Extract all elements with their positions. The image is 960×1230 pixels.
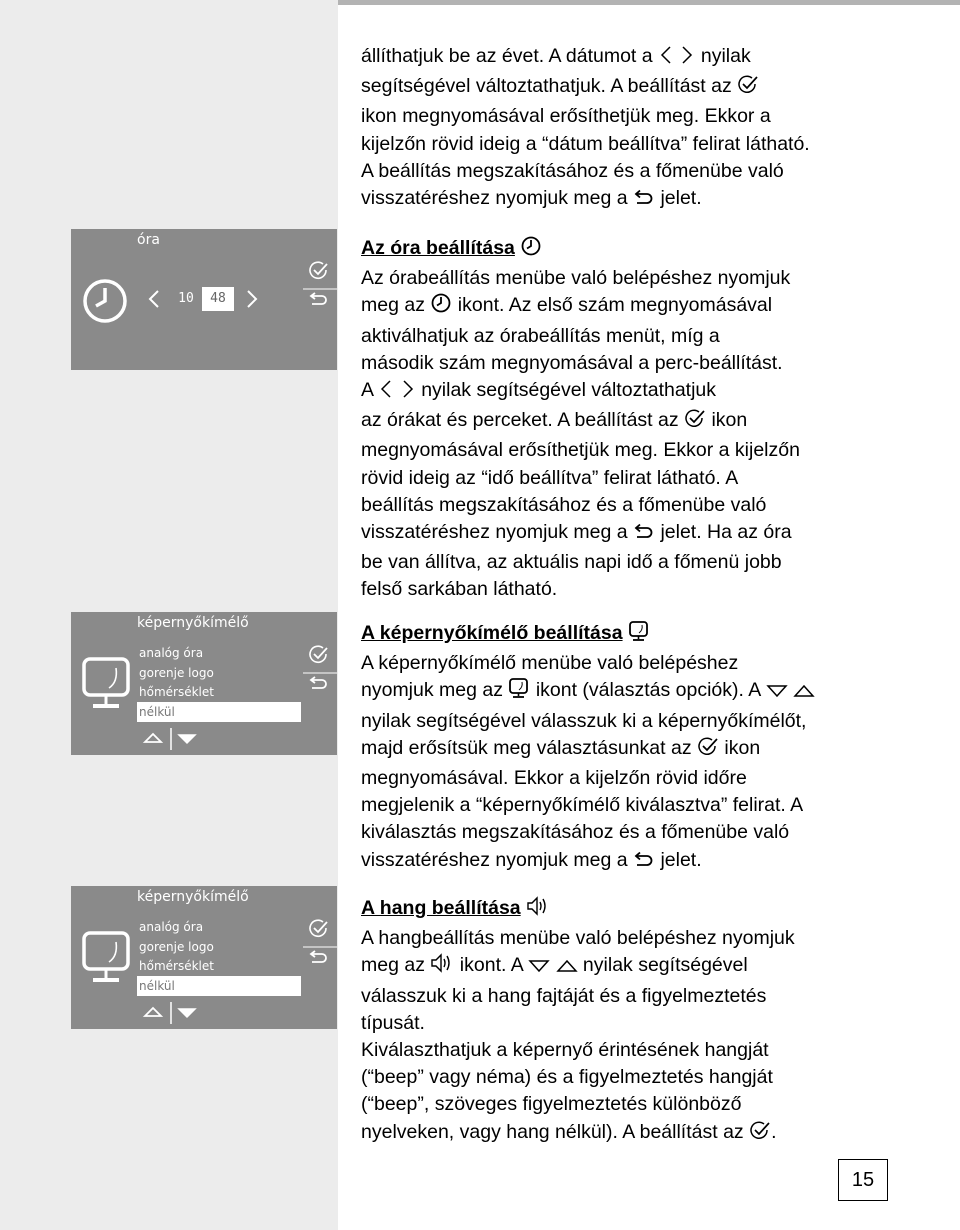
text-line bbox=[361, 158, 951, 185]
clock-icon bbox=[81, 277, 129, 325]
text-run: nyilak segítségével bbox=[577, 954, 748, 977]
up-arrow-icon bbox=[793, 680, 815, 707]
text-line bbox=[361, 765, 951, 792]
option-analog-clock[interactable]: analóg óra bbox=[139, 920, 204, 934]
text-run: visszatéréshez nyomjuk meg a bbox=[361, 187, 634, 210]
text-run: nyelveken, vagy hang nélkül). A beállítást az bbox=[361, 1120, 750, 1143]
text-run: visszatéréshez nyomjuk meg a bbox=[361, 848, 634, 871]
text-run: jelet. bbox=[655, 848, 702, 871]
text-run: jelet. Ha az óra bbox=[655, 521, 792, 544]
text-line bbox=[361, 677, 951, 707]
text-line bbox=[361, 792, 951, 819]
text-run: megnyomásával. Ekkor a kijelzőn rövid időre bbox=[361, 767, 747, 790]
text-line bbox=[361, 1064, 951, 1091]
left-arrow-icon bbox=[658, 45, 674, 73]
text-run: kiválasztás megszakításához és a főmenübe való bbox=[361, 821, 790, 844]
text-line bbox=[361, 576, 951, 603]
up-arrow-icon[interactable] bbox=[143, 732, 163, 744]
right-arrow-icon bbox=[679, 45, 695, 73]
sound-section bbox=[361, 895, 951, 1149]
monitor-icon bbox=[628, 620, 650, 650]
clock-section-heading bbox=[361, 235, 951, 265]
text-run: ikon bbox=[706, 409, 748, 432]
option-analog-clock[interactable]: analóg óra bbox=[139, 646, 204, 660]
right-arrow-icon bbox=[400, 379, 416, 407]
text-run: beállítás megszakításához és a főmenübe való bbox=[361, 493, 767, 516]
sound-section-heading bbox=[361, 895, 951, 925]
check-icon[interactable] bbox=[309, 646, 329, 664]
down-arrow-icon bbox=[766, 680, 788, 707]
screensaver-section-heading bbox=[361, 620, 951, 650]
arrow-divider bbox=[170, 728, 172, 750]
check-icon bbox=[749, 1121, 771, 1149]
text-line bbox=[361, 819, 951, 846]
check-icon[interactable] bbox=[309, 920, 329, 938]
text-run: A képernyőkímélő menübe való belépéshez bbox=[361, 652, 739, 675]
text-run: az órákat és perceket. A beállítást az bbox=[361, 409, 685, 432]
text-run: felső sarkában látható. bbox=[361, 578, 558, 601]
back-icon[interactable] bbox=[309, 950, 329, 966]
down-arrow-icon[interactable] bbox=[177, 1007, 197, 1019]
text-line bbox=[361, 650, 951, 677]
text-line bbox=[361, 549, 951, 576]
down-arrow-icon bbox=[528, 955, 550, 982]
text-line bbox=[361, 131, 951, 158]
text-line bbox=[361, 1119, 951, 1149]
text-line bbox=[361, 847, 951, 877]
text-line bbox=[361, 437, 951, 464]
text-line bbox=[361, 43, 951, 73]
clock-section bbox=[361, 235, 951, 604]
panel-title: képernyőkímélő bbox=[137, 889, 249, 905]
check-icon[interactable] bbox=[309, 262, 329, 280]
speaker-icon bbox=[430, 952, 454, 982]
option-gorenje-logo[interactable]: gorenje logo bbox=[139, 940, 214, 954]
text-run: nyilak bbox=[695, 45, 751, 67]
panel-title: óra bbox=[137, 232, 160, 248]
check-icon bbox=[697, 737, 719, 765]
text-run: visszatéréshez nyomjuk meg a bbox=[361, 521, 634, 544]
text-run: A hangbeállítás menübe való belépéshez nyomjuk bbox=[361, 927, 795, 950]
text-line bbox=[361, 708, 951, 735]
text-line bbox=[361, 103, 951, 130]
text-run: Az órabeállítás menübe való belépéshez nyomjuk bbox=[361, 267, 791, 290]
text-line bbox=[361, 983, 951, 1010]
text-line bbox=[361, 185, 951, 215]
text-run: ikon megnyomásával erősíthetjük meg. Ekkor a bbox=[361, 105, 771, 128]
text-run: megjelenik a “képernyőkímélő kiválasztva” felirat. A bbox=[361, 794, 804, 817]
option-temperature[interactable]: hőmérséklet bbox=[139, 685, 214, 699]
text-run: nyilak segítségével válasszuk ki a képernyőkímélőt, bbox=[361, 709, 807, 732]
screensaver-section bbox=[361, 620, 951, 877]
heading-text: A hang beállítása bbox=[361, 897, 521, 919]
text-line bbox=[361, 323, 951, 350]
text-run: (“beep”, szöveges figyelmeztetés különböző bbox=[361, 1093, 742, 1116]
sound-section-body bbox=[361, 925, 951, 1149]
text-run: második szám megnyomásával a perc-beállítást. bbox=[361, 351, 783, 374]
option-none[interactable]: nélkül bbox=[137, 976, 301, 996]
text-run: megnyomásával erősíthetjük meg. Ekkor a kijelzőn bbox=[361, 439, 800, 462]
clock-icon bbox=[430, 292, 452, 322]
text-run: ikont (választás opciók). A bbox=[530, 679, 766, 702]
text-run: jelet. bbox=[655, 187, 702, 210]
page-number: 15 bbox=[838, 1159, 888, 1201]
text-line bbox=[361, 735, 951, 765]
text-run: be van állítva, az aktuális napi idő a főmenü jobb bbox=[361, 551, 782, 574]
text-run: nyomjuk meg az bbox=[361, 679, 509, 702]
text-run: rövid ideig az “idő beállítva” felirat látható. A bbox=[361, 466, 739, 489]
check-icon bbox=[737, 75, 759, 103]
text-run: (“beep” vagy néma) és a figyelmeztetés hangját bbox=[361, 1066, 773, 1089]
screensaver-panel-2 bbox=[71, 886, 337, 1029]
top-rule bbox=[338, 0, 960, 5]
text-run: állíthatjuk be az évet. A dátumot a bbox=[361, 45, 659, 67]
text-run: típusát. bbox=[361, 1011, 425, 1034]
intro-paragraph bbox=[361, 43, 951, 215]
text-run: segítségével változtathatjuk. A beállítást az bbox=[361, 75, 738, 98]
back-icon bbox=[633, 850, 655, 877]
back-icon bbox=[633, 188, 655, 215]
speaker-icon bbox=[526, 895, 550, 925]
text-line bbox=[361, 407, 951, 437]
right-arrow-icon[interactable] bbox=[245, 290, 259, 308]
text-line bbox=[361, 492, 951, 519]
option-none[interactable]: nélkül bbox=[137, 702, 301, 722]
screensaver-panel bbox=[71, 612, 337, 755]
panel-title: képernyőkímélő bbox=[137, 615, 249, 631]
text-run: A bbox=[361, 379, 379, 402]
text-line bbox=[361, 1091, 951, 1118]
text-run: majd erősítsük meg választásunkat az bbox=[361, 736, 697, 759]
down-arrow-icon[interactable] bbox=[177, 733, 197, 745]
option-temperature[interactable]: hőmérséklet bbox=[139, 959, 214, 973]
left-arrow-icon bbox=[378, 379, 394, 407]
hour-field[interactable]: 10 bbox=[178, 291, 194, 306]
option-gorenje-logo[interactable]: gorenje logo bbox=[139, 666, 214, 680]
text-line bbox=[361, 350, 951, 377]
text-line bbox=[361, 265, 951, 292]
text-run: ikont. A bbox=[454, 954, 529, 977]
minute-field[interactable]: 48 bbox=[202, 287, 234, 311]
text-line bbox=[361, 1010, 951, 1037]
text-run: aktiválhatjuk az órabeállítás menüt, míg a bbox=[361, 324, 720, 347]
text-line bbox=[361, 377, 951, 407]
clock-display-panel bbox=[71, 229, 337, 370]
text-run: meg az bbox=[361, 294, 431, 317]
text-run: A beállítás megszakításához és a főmenübe való bbox=[361, 159, 784, 182]
text-run: válasszuk ki a hang fajtáját és a figyelmeztetés bbox=[361, 984, 767, 1007]
monitor-icon bbox=[81, 656, 133, 710]
heading-text: Az óra beállítása bbox=[361, 237, 515, 259]
text-run: nyilak segítségével változtathatjuk bbox=[415, 379, 717, 402]
back-icon[interactable] bbox=[309, 676, 329, 692]
text-run: . bbox=[771, 1120, 777, 1143]
monitor-icon bbox=[508, 677, 530, 707]
heading-text: A képernyőkímélő beállítása bbox=[361, 622, 623, 644]
text-line bbox=[361, 925, 951, 952]
text-run: ikon bbox=[719, 736, 761, 759]
text-run: meg az bbox=[361, 954, 431, 977]
back-icon[interactable] bbox=[309, 292, 329, 308]
monitor-icon bbox=[81, 930, 133, 984]
up-arrow-icon[interactable] bbox=[143, 1006, 163, 1018]
check-icon bbox=[684, 409, 706, 437]
text-run: kijelzőn rövid ideig a “dátum beállítva” felirat látható. bbox=[361, 132, 810, 155]
left-arrow-icon[interactable] bbox=[147, 290, 161, 308]
text-line bbox=[361, 952, 951, 982]
text-line bbox=[361, 292, 951, 322]
screensaver-section-body bbox=[361, 650, 951, 877]
arrow-divider bbox=[170, 1002, 172, 1024]
back-icon bbox=[633, 522, 655, 549]
text-line bbox=[361, 73, 951, 103]
clock-icon bbox=[520, 235, 542, 265]
text-line bbox=[361, 519, 951, 549]
text-line bbox=[361, 1037, 951, 1064]
text-run: Kiválaszthatjuk a képernyő érintésének hangját bbox=[361, 1039, 769, 1062]
clock-section-body bbox=[361, 265, 951, 603]
up-arrow-icon bbox=[556, 955, 578, 982]
text-run: ikont. Az első szám megnyomásával bbox=[452, 294, 773, 317]
text-line bbox=[361, 465, 951, 492]
